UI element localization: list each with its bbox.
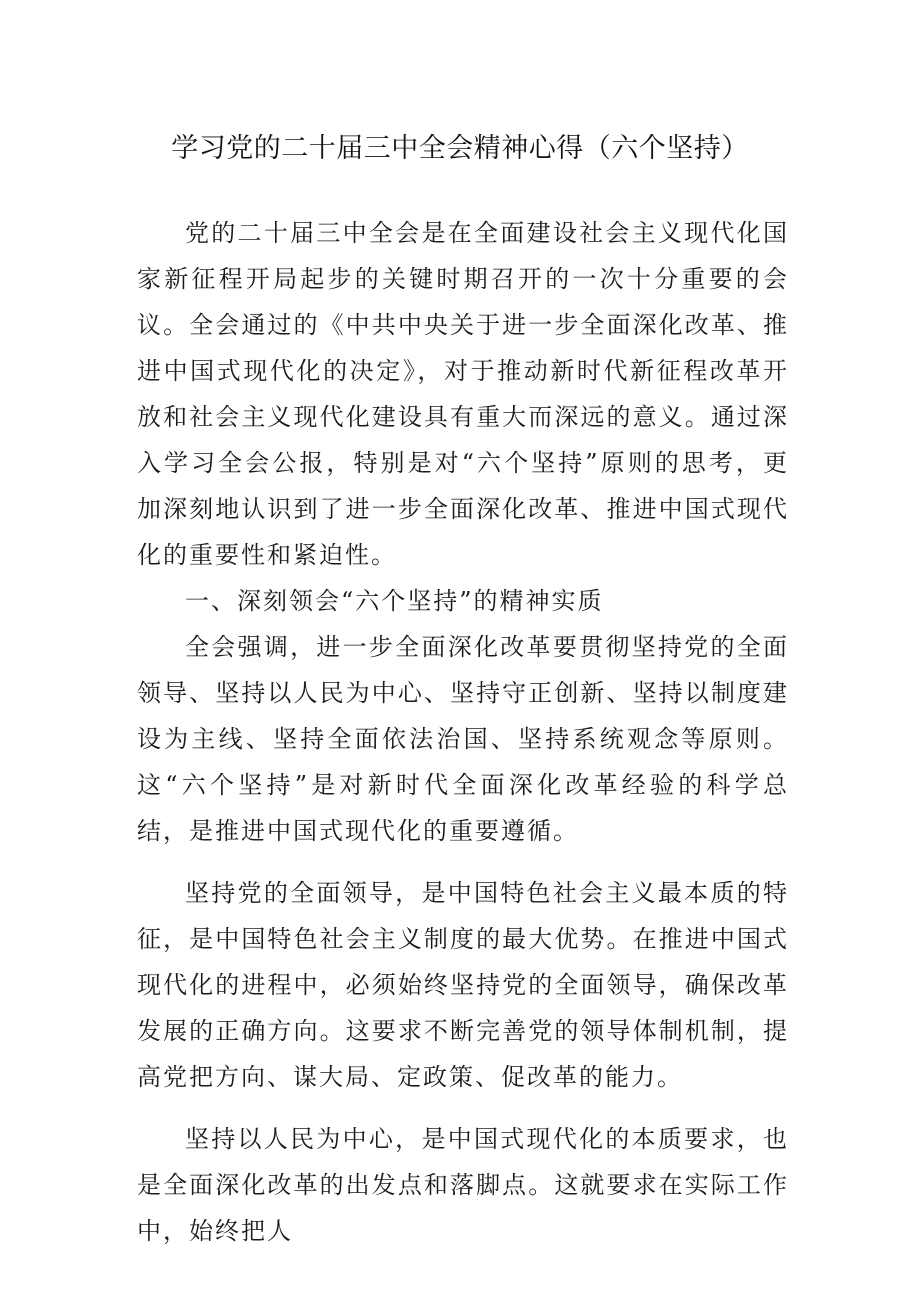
document-body	[137, 210, 789, 1254]
paragraph-intro: 党的二十届三中全会是在全面建设社会主义现代化国家新征程开局起步的关键时期召开的一次十分重要的会议。全会通过的《中共中央关于进一步全面深化改革、推进中国式现代化的决定》，对于推动新时代新征程改革开放和社会主义现代化建设具有重大而深远的意义。通过深入学习全会公报，特别是对“六个坚持”原则的思考，更加深刻地认识到了进一步全面深化改革、推进中国式现代化的重要性和紧迫性。	[137, 219, 789, 569]
document-title: 学习党的二十届三中全会精神心得（六个坚持）	[171, 133, 749, 164]
paragraph-party-leadership: 坚持党的全面领导，是中国特色社会主义最本质的特征，是中国特色社会主义制度的最大优势。在推进中国式现代化的进程中，必须始终坚持党的全面领导，确保改革发展的正确方向。这要求不断完善党的领导体制机制，提高党把方向、谋大局、定政策、促改革的能力。	[137, 879, 789, 1091]
section-heading: 一、深刻领会“六个坚持”的精神实质	[185, 587, 604, 615]
paragraph-six-principles: 全会强调，进一步全面深化改革要贯彻坚持党的全面领导、坚持以人民为中心、坚持守正创新、坚持以制度建设为主线、坚持全面依法治国、坚持系统观念等原则。这“六个坚持”是对新时代全面深化改革经验的科学总结，是推进中国式现代化的重要遵循。	[137, 633, 789, 845]
paragraph-people-centered: 坚持以人民为中心，是中国式现代化的本质要求，也是全面深化改革的出发点和落脚点。这就要求在实际工作中，始终把人	[137, 1125, 789, 1245]
